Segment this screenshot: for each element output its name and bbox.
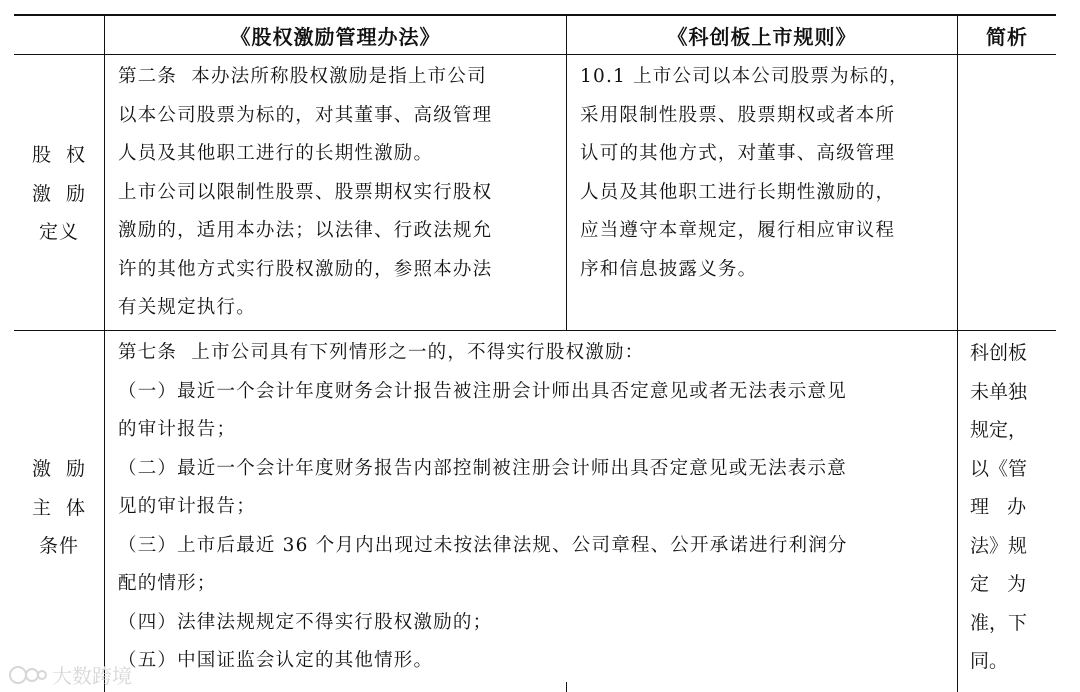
watermark (8, 660, 132, 689)
analysis-line: 未单独 (970, 380, 1028, 403)
row-label-line: 定义 (38, 221, 79, 243)
analysis-line: 同。 (970, 650, 1009, 672)
rule-10-1-paragraph: 10.1 上市公司以本公司股票为标的， 采用限制性股票、股票期权或者本所 认可的其他方式，对董事、高级管理 人员及其他职工进行长期性激励的， 应当遵守本章规定，履行相应审议程 序和信息披露义务。 (580, 66, 909, 280)
col-divider-1 (104, 14, 105, 692)
analysis-line: 定 为 (970, 573, 1027, 595)
analysis-line: 法》规 (970, 534, 1028, 557)
row-divider (14, 330, 1056, 331)
definition-regulation-cell (118, 58, 564, 328)
row-label-line: 股 权 (31, 144, 87, 166)
header-cell-analysis: 简析 (986, 24, 1028, 49)
watermark-text: 大数跨境 (52, 664, 132, 688)
col-divider-2-upper (566, 14, 567, 330)
eligibility-analysis-cell (970, 334, 1054, 681)
logo-icon (8, 663, 48, 687)
col-divider-2-lower (566, 682, 567, 692)
analysis-line: 理 办 (970, 496, 1027, 518)
header-bottom-rule (14, 54, 1056, 55)
article-7-paragraph: 第七条 上市公司具有下列情形之一的，不得实行股权激励： (118, 342, 645, 363)
col-divider-3 (957, 14, 958, 692)
row-label-definition (14, 136, 104, 252)
comparison-table (14, 14, 1056, 692)
condition-item: （四）法律法规规定不得实行股权激励的； (118, 611, 493, 633)
analysis-line: 准，下 (970, 611, 1028, 634)
analysis-line: 科创板 (970, 342, 1028, 364)
eligibility-merged-cell (118, 334, 956, 681)
condition-item: （二）最近一个会计年度财务报告内部控制被注册会计师出具否定意见或无法表示意 见的审计报告； (118, 457, 847, 517)
analysis-line: 以《管 (970, 457, 1028, 480)
header-cell-regulation: 《股权激励管理办法》 (230, 24, 441, 49)
analysis-line: 规定， (970, 419, 1028, 441)
definition-listing-rules-cell (580, 58, 956, 289)
condition-item: （三）上市后最近 36 个月内出现过未按法律法规、公司章程、公开承诺进行利润分 配的情形； (118, 534, 848, 594)
row-label-line: 激 励 (31, 182, 87, 205)
article-2-paragraph: 第二条 本办法所称股权激励是指上市公司 以本公司股票为标的，对其董事、高级管理 人员及其他职工进行的长期性激励。 (118, 66, 493, 164)
row-label-line: 主 体 (31, 496, 87, 519)
row-label-line: 条件 (38, 535, 79, 557)
article-2-scope-paragraph: 上市公司以限制性股票、股票期权实行股权 激励的，适用本办法；以法律、行政法规允 许的其他方式实行股权激励的，参照本办法 有关规定执行。 (118, 181, 493, 318)
row-label-eligibility (14, 450, 104, 566)
condition-item: （五）中国证监会认定的其他情形。 (118, 650, 434, 671)
condition-item: （一）最近一个会计年度财务会计报告被注册会计师出具否定意见或者无法表示意见 的审计报告； (118, 380, 847, 440)
row-label-line: 激 励 (31, 458, 87, 480)
header-cell-listing-rules: 《科创板上市规则》 (667, 24, 857, 49)
